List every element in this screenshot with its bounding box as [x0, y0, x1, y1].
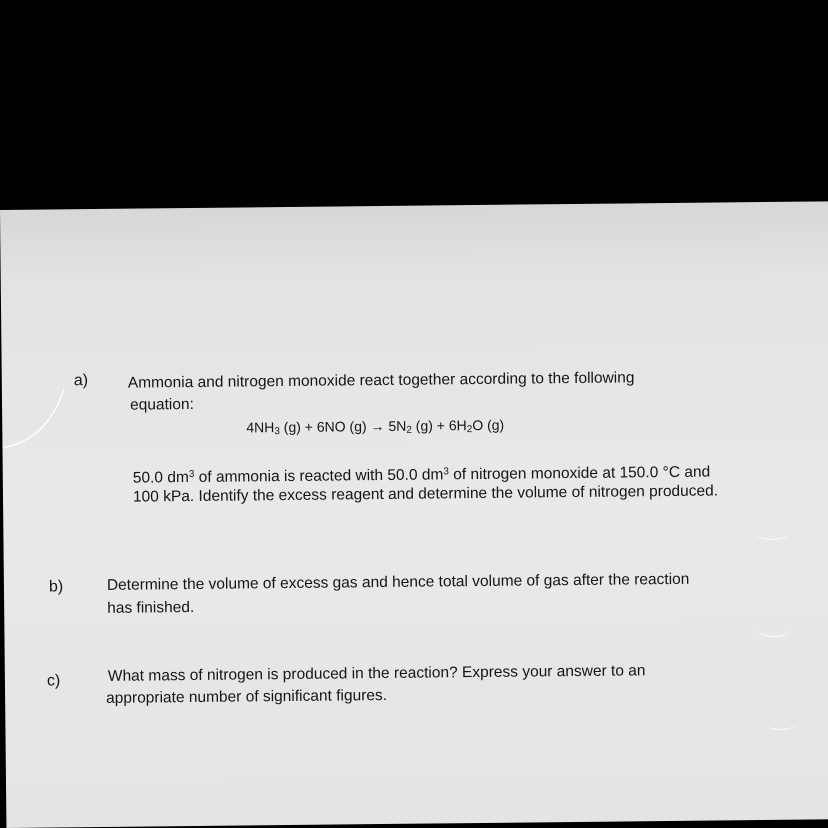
reaction-arrow: → — [370, 417, 385, 435]
answer-tick-mark-c — [763, 715, 797, 730]
question-c-line-1: What mass of nitrogen is produced in the reaction? Express your answer to an — [107, 662, 646, 685]
chemical-equation: $4NH_3$ (g) + 6NO $(g) \to 5N_2$ $(g) + 6H_2O$ (g) — [246, 416, 505, 438]
answer-tick-mark-b — [756, 622, 790, 637]
question-b-label: b) — [48, 578, 64, 596]
question-c-line-2: appropriate number of significant figures. — [106, 686, 388, 707]
question-b-line-1: Determine the volume of excess gas and hence total volume of gas after the reaction — [106, 570, 690, 594]
worksheet-paper — [0, 201, 828, 828]
question-a-label: a) — [73, 372, 89, 390]
question-a-line-1: Ammonia and nitrogen monoxide react together according to the following — [127, 369, 635, 392]
answer-tick-mark-a — [755, 525, 789, 540]
question-b-line-2: has finished. — [107, 598, 195, 617]
question-a-line-2: equation: — [129, 395, 194, 414]
margin-curve-mark — [2, 369, 73, 460]
question-a-line-4: 100 kPa. Identify the excess reagent and determine the volume of nitrogen produced. — [132, 482, 719, 506]
question-a-line-3: 50.0 $dm^3$ of ammonia is reacted with 50.0 $dm^3$ of nitrogen monoxide at 150.0 °C and — [132, 463, 711, 487]
question-c-label: c) — [46, 672, 61, 690]
